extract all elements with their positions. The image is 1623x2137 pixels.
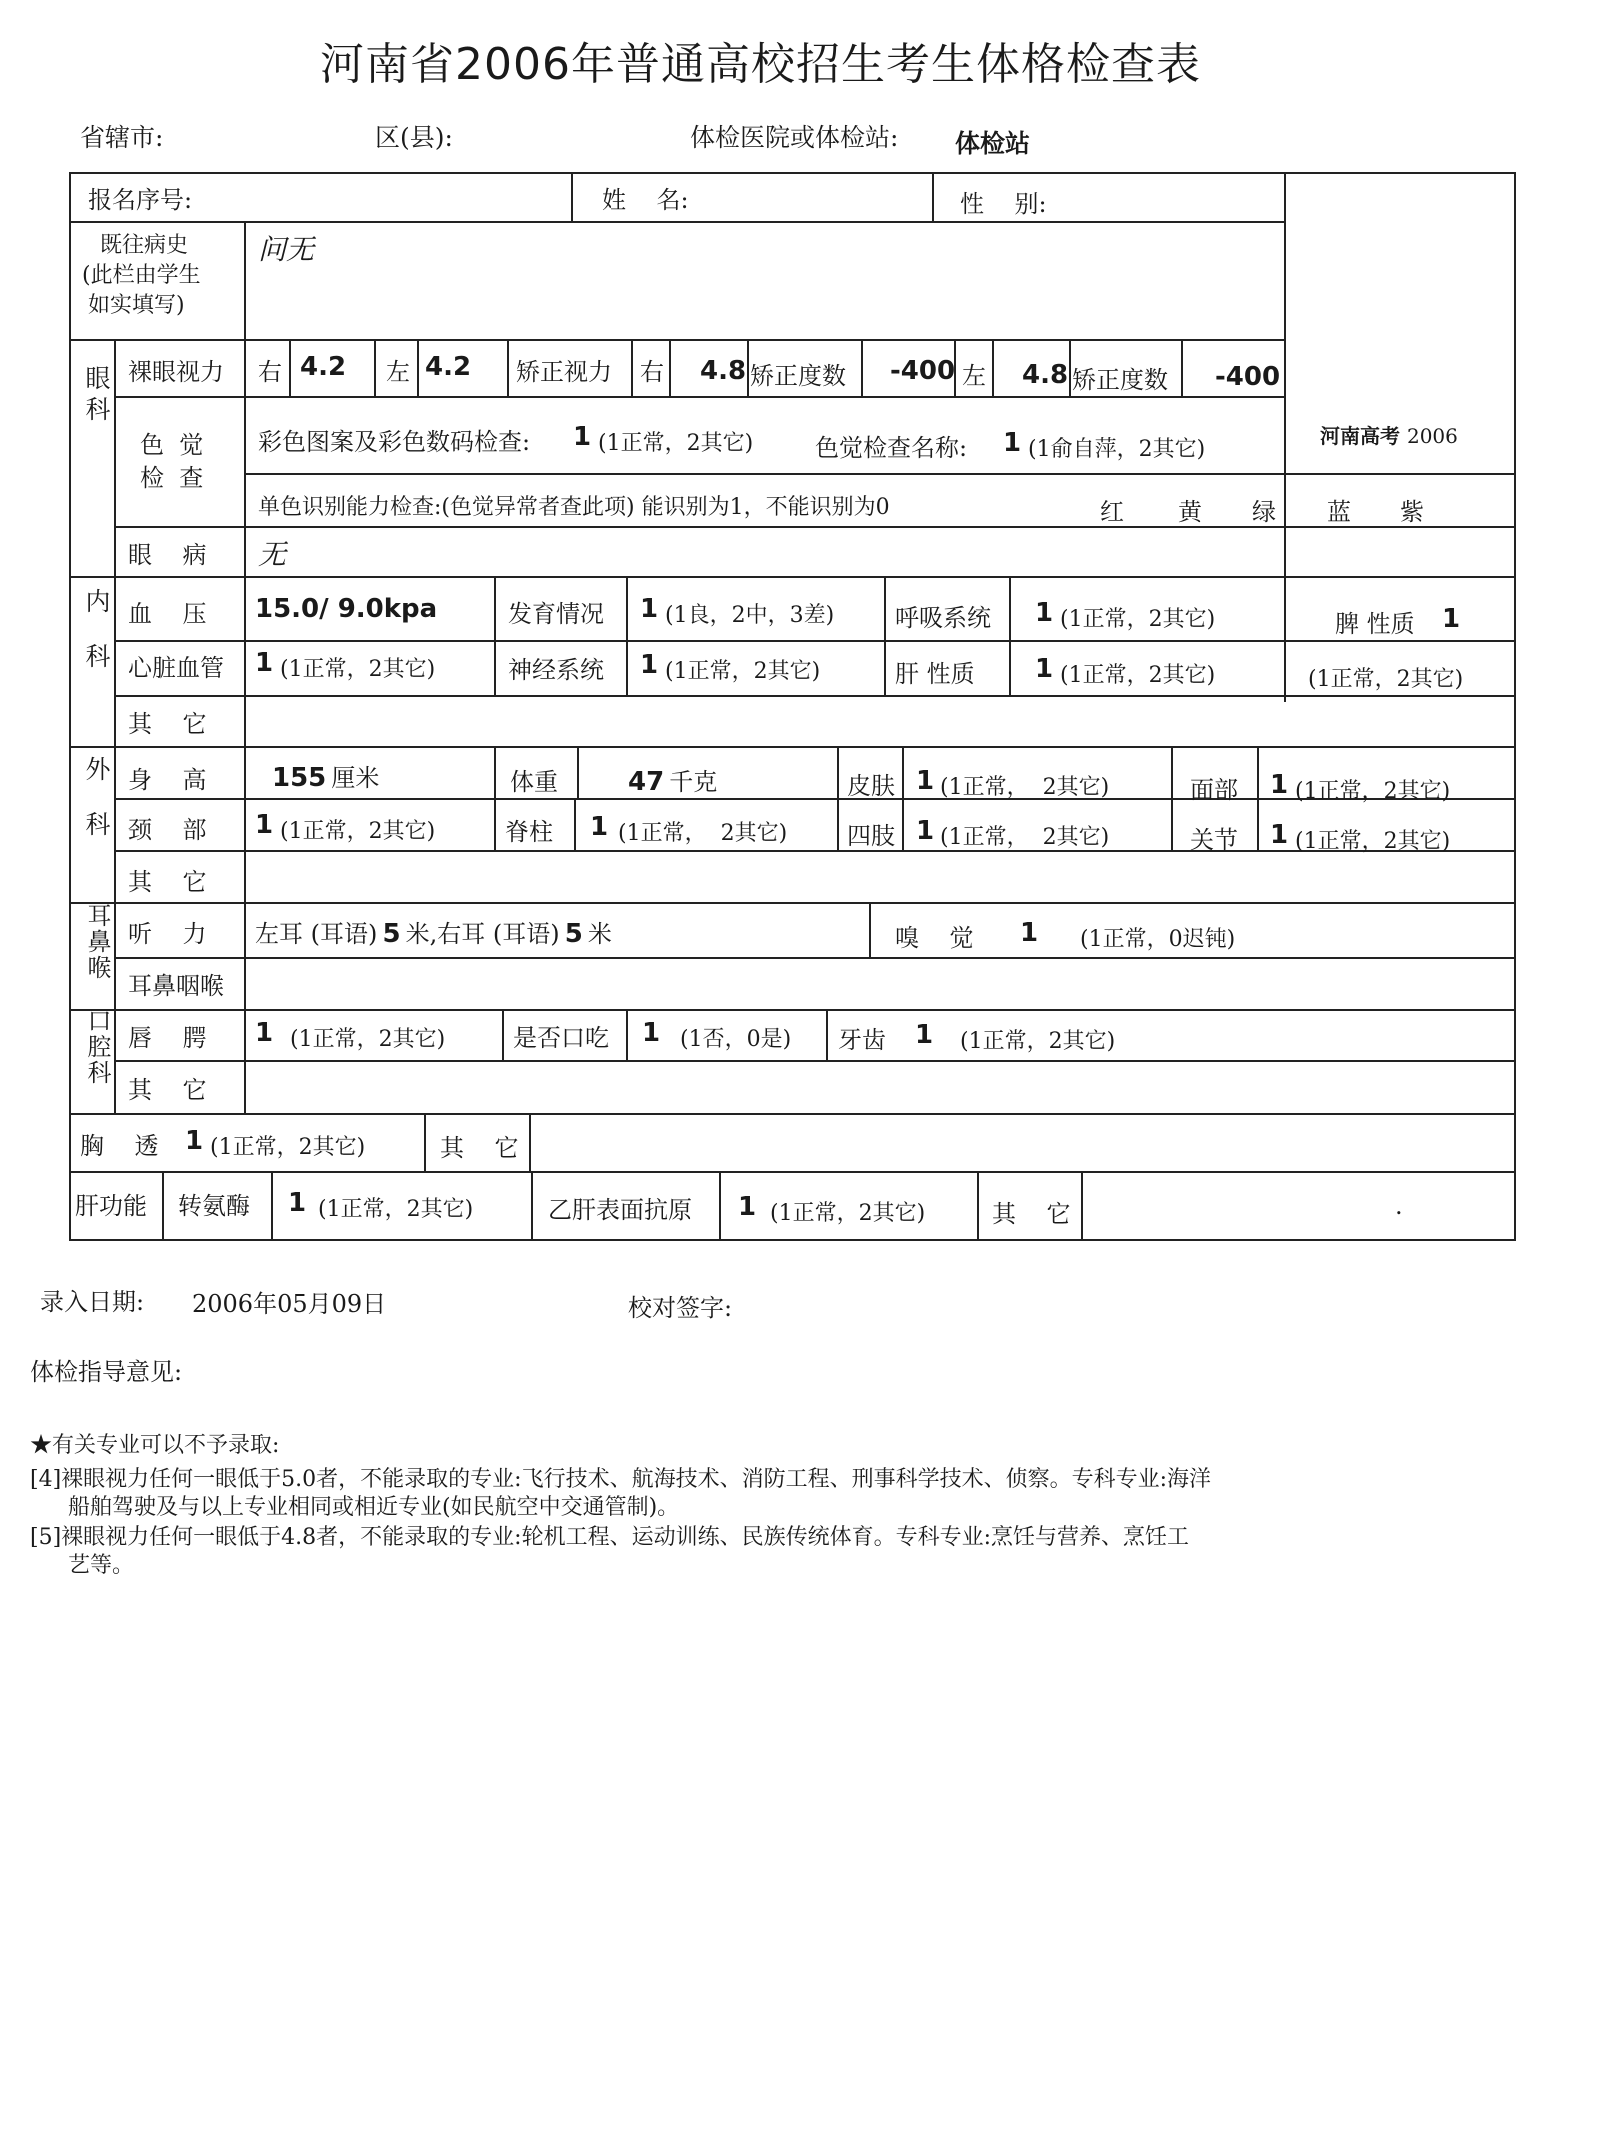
oral-section-label: 口腔科 xyxy=(83,1008,111,1086)
joint-note: (1正常，2其它) xyxy=(1295,829,1451,854)
dev-value: 1 xyxy=(640,594,659,624)
naked-left-value: 4.2 xyxy=(425,352,472,382)
ent-nose-label: 耳鼻咽喉 xyxy=(128,972,224,1000)
teeth-note: (1正常，2其它) xyxy=(960,1029,1116,1054)
dev-note: (1良，2中，3差) xyxy=(665,603,835,628)
nerve-label: 神经系统 xyxy=(508,656,604,684)
hospital-label: 体检医院或体检站: xyxy=(690,123,899,152)
smell-value: 1 xyxy=(1020,918,1039,948)
chest-other-label: 其 它 xyxy=(440,1134,519,1162)
stutter-label: 是否口吃 xyxy=(513,1024,609,1052)
color-pattern-value: 1 xyxy=(573,422,592,452)
lip-label: 唇 腭 xyxy=(128,1024,207,1052)
color-name-note: (1俞自萍，2其它) xyxy=(1028,437,1206,462)
hospital-value: 体检站 xyxy=(955,129,1031,158)
alt-note: (1正常，2其它) xyxy=(318,1197,474,1222)
corrected-right-label: 右 xyxy=(640,358,664,386)
entry-date-value: 2006年05月09日 xyxy=(192,1290,387,1318)
skin-note: (1正常， 2其它) xyxy=(940,775,1110,800)
color-blue: 蓝 xyxy=(1327,498,1351,526)
stutter-value: 1 xyxy=(642,1018,661,1048)
chest-label: 胸 透 xyxy=(80,1132,159,1160)
spleen-label: 脾 性质 xyxy=(1335,610,1415,638)
internal-section-label: 内科 xyxy=(82,588,111,698)
hbsag-note: (1正常，2其它) xyxy=(770,1201,926,1226)
naked-right-label: 右 xyxy=(258,358,282,386)
single-color-label: 单色识别能力检查:(色觉异常者查此项) 能识别为1，不能识别为0 xyxy=(258,495,890,520)
smell-note: (1正常，0迟钝) xyxy=(1080,927,1236,952)
neck-value: 1 xyxy=(255,810,274,840)
joint-label: 关节 xyxy=(1190,826,1238,854)
history-label-1: 既往病史 xyxy=(100,233,189,258)
naked-vision-label: 裸眼视力 xyxy=(128,358,224,386)
color-name-label: 色觉检查名称: xyxy=(815,434,968,462)
limbs-value: 1 xyxy=(916,816,935,846)
note-4-line-1: [4]裸眼视力任何一眼低于5.0者，不能录取的专业:飞行技术、航海技术、消防工程、刑事科学技术、侦察。专科专业:海洋 xyxy=(30,1467,1211,1492)
spine-note: (1正常， 2其它) xyxy=(618,821,788,846)
teeth-value: 1 xyxy=(915,1020,934,1050)
liver-other-label: 其 它 xyxy=(992,1200,1071,1228)
hbsag-label: 乙肝表面抗原 xyxy=(548,1196,692,1224)
history-value: 问无 xyxy=(258,233,315,266)
lip-note: (1正常，2其它) xyxy=(290,1027,446,1052)
limbs-note: (1正常， 2其它) xyxy=(940,825,1110,850)
joint-value: 1 xyxy=(1270,820,1289,850)
skin-label: 皮肤 xyxy=(847,772,895,800)
liver-value: 1 xyxy=(1035,654,1054,684)
hbsag-value: 1 xyxy=(738,1192,757,1222)
ent-section-label: 耳鼻喉 xyxy=(83,903,111,981)
hearing-label: 听 力 xyxy=(128,920,207,948)
spine-value: 1 xyxy=(590,812,609,842)
height-value: 155 厘米 xyxy=(272,763,380,793)
spleen-note: (1正常，2其它) xyxy=(1308,667,1464,692)
naked-left-label: 左 xyxy=(386,358,410,386)
note-5-line-2: 艺等。 xyxy=(68,1553,135,1578)
nerve-value: 1 xyxy=(640,650,659,680)
face-note: (1正常，2其它) xyxy=(1295,779,1451,804)
teeth-label: 牙齿 xyxy=(838,1026,886,1054)
dev-label: 发育情况 xyxy=(508,600,604,628)
district-label: 区(县): xyxy=(375,123,453,152)
weight-value: 47 千克 xyxy=(628,767,718,797)
guidance-label: 体检指导意见: xyxy=(30,1358,183,1386)
limbs-label: 四肢 xyxy=(847,822,895,850)
color-red: 红 xyxy=(1100,498,1124,526)
corrected-left-degree-value: -400 xyxy=(1215,362,1281,392)
naked-right-value: 4.2 xyxy=(300,352,347,382)
corrected-right-degree-value: -400 xyxy=(890,356,956,386)
color-check-label-1: 色 觉 xyxy=(140,431,204,459)
stutter-note: (1否，0是) xyxy=(680,1027,792,1052)
height-label: 身 高 xyxy=(128,766,207,794)
surgery-other-label: 其 它 xyxy=(128,868,207,896)
eye-disease-value: 无 xyxy=(258,538,287,571)
liver-other-value: . xyxy=(1395,1192,1403,1220)
name-label: 姓 名: xyxy=(602,186,689,214)
alt-value: 1 xyxy=(288,1188,307,1218)
heart-label: 心脏血管 xyxy=(128,654,224,682)
gender-label: 性 别: xyxy=(960,190,1047,218)
corrected-right-degree-label: 矫正度数 xyxy=(750,362,846,390)
page-title: 河南省2006年普通高校招生考生体格检查表 xyxy=(320,39,1201,90)
color-check-label-2: 检 查 xyxy=(140,464,204,492)
color-pattern-note: (1正常，2其它) xyxy=(598,431,754,456)
corrected-left-value: 4.8 xyxy=(1022,360,1069,390)
color-pattern-label: 彩色图案及彩色数码检查: xyxy=(258,428,531,456)
eye-section-label: 眼科 xyxy=(82,365,111,427)
spine-label: 脊柱 xyxy=(505,818,553,846)
face-value: 1 xyxy=(1270,770,1289,800)
color-green: 绿 xyxy=(1252,498,1276,526)
color-purple: 紫 xyxy=(1400,498,1424,526)
chest-note: (1正常，2其它) xyxy=(210,1135,366,1160)
heart-note: (1正常，2其它) xyxy=(280,657,436,682)
city-label: 省辖市: xyxy=(80,123,164,152)
stamp-text: 河南高考 2006 xyxy=(1320,424,1458,448)
note-5-line-1: [5]裸眼视力任何一眼低于4.8者，不能录取的专业:轮机工程、运动训练、民族传统体育。专科专业:烹饪与营养、烹饪工 xyxy=(30,1525,1189,1550)
skin-value: 1 xyxy=(916,766,935,796)
chest-value: 1 xyxy=(185,1126,204,1156)
heart-value: 1 xyxy=(255,648,274,678)
neck-label: 颈 部 xyxy=(128,816,207,844)
color-name-value: 1 xyxy=(1003,428,1022,458)
history-label-2: (此栏由学生 xyxy=(82,263,201,288)
liver-fn-label: 肝功能 xyxy=(75,1192,147,1220)
internal-other-label: 其 它 xyxy=(128,710,207,738)
hearing-value: 左耳 (耳语) 5 米,右耳 (耳语) 5 米 xyxy=(255,919,612,949)
resp-value: 1 xyxy=(1035,598,1054,628)
form-border xyxy=(70,173,1515,1240)
history-label-3: 如实填写) xyxy=(88,293,185,318)
eye-disease-label: 眼 病 xyxy=(128,541,207,569)
alt-label: 转氨酶 xyxy=(178,1192,250,1220)
lip-value: 1 xyxy=(255,1018,274,1048)
weight-label: 体重 xyxy=(510,768,558,796)
surgery-section-label: 外科 xyxy=(82,756,111,866)
color-yellow: 黄 xyxy=(1178,498,1202,526)
corrected-vision-label: 矫正视力 xyxy=(516,358,612,386)
entry-date-label: 录入日期: xyxy=(40,1288,145,1316)
reg-no-label: 报名序号: xyxy=(88,186,193,214)
oral-other-label: 其 它 xyxy=(128,1076,207,1104)
nerve-note: (1正常，2其它) xyxy=(665,659,821,684)
corrected-right-value: 4.8 xyxy=(700,356,747,386)
spleen-value: 1 xyxy=(1442,604,1461,634)
resp-label: 呼吸系统 xyxy=(895,604,991,632)
corrected-left-degree-label: 矫正度数 xyxy=(1072,366,1168,394)
bp-value: 15.0/ 9.0kpa xyxy=(255,594,438,624)
check-signature-label: 校对签字: xyxy=(628,1294,733,1322)
note-4-line-2: 船舶驾驶及与以上专业相同或相近专业(如民航空中交通管制)。 xyxy=(68,1495,680,1520)
face-label: 面部 xyxy=(1190,776,1238,804)
smell-label: 嗅 觉 xyxy=(895,924,974,952)
resp-note: (1正常，2其它) xyxy=(1060,607,1216,632)
liver-note: (1正常，2其它) xyxy=(1060,663,1216,688)
neck-note: (1正常，2其它) xyxy=(280,819,436,844)
corrected-left-label: 左 xyxy=(962,362,986,390)
liver-label: 肝 性质 xyxy=(895,660,975,688)
notes-star: ★有关专业可以不予录取: xyxy=(30,1433,280,1458)
bp-label: 血 压 xyxy=(128,600,207,628)
